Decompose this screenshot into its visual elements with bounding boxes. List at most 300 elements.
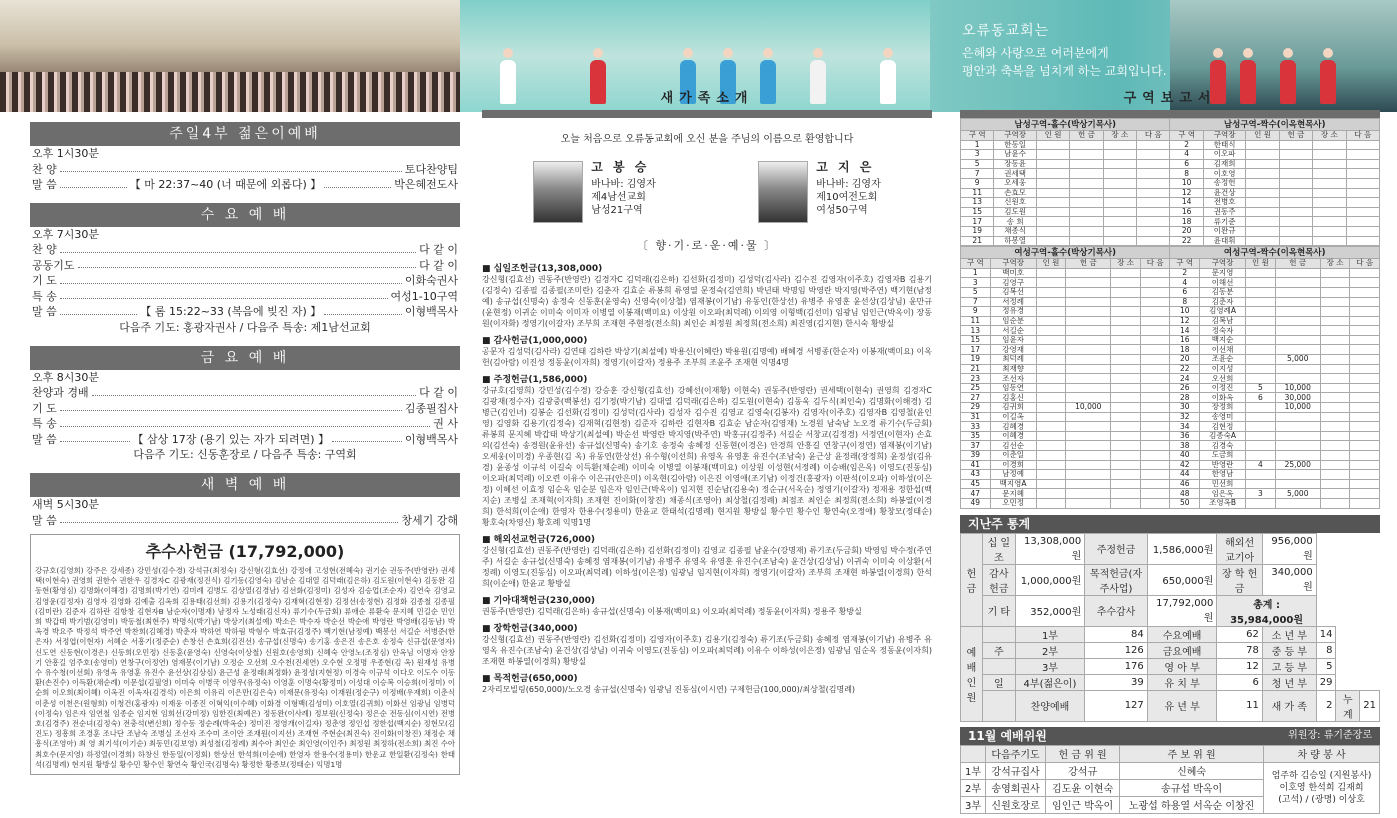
offering-title: ■ 감사헌금(1,000,000) <box>482 336 588 346</box>
newfamily-column <box>482 118 932 818</box>
cell: 18 <box>1170 217 1203 227</box>
cell <box>1036 226 1069 236</box>
newfamily-title: 새가족소개 <box>660 91 754 106</box>
cell: 44 <box>1170 470 1200 480</box>
cell <box>1320 345 1350 355</box>
attendance-row <box>961 658 1380 674</box>
table-row <box>961 287 1380 297</box>
cell: 김복남 <box>1200 316 1246 326</box>
cell <box>1111 345 1141 355</box>
cell: 36 <box>1170 431 1200 441</box>
cell <box>1036 451 1066 461</box>
cell <box>1350 422 1380 432</box>
car-line: 이호영 한석희 김재희 <box>1279 782 1364 793</box>
district-group-title: 여성구역-홀수(박상기목사) <box>961 247 1170 259</box>
cell <box>1350 326 1380 336</box>
dot-leader <box>60 401 402 412</box>
cell <box>1346 178 1379 188</box>
cell <box>1036 159 1069 169</box>
cell <box>1066 460 1111 470</box>
cell: 5,000 <box>1275 355 1320 365</box>
cell: 류기준 <box>1203 217 1246 227</box>
cell <box>1103 169 1136 179</box>
dot-leader <box>60 304 138 315</box>
thanks-offering-title: 추수사헌금 (17,792,000) <box>145 542 345 561</box>
cell <box>1346 198 1379 208</box>
cell <box>1140 326 1170 336</box>
leader-name: 여성1-10구역 <box>390 289 458 303</box>
worship-cell: 1부 <box>961 762 986 779</box>
cell <box>1246 335 1276 345</box>
cell <box>1246 278 1276 288</box>
cell <box>1320 316 1350 326</box>
role-label: 특 송 <box>32 417 57 430</box>
cell: 임동연 <box>990 383 1036 393</box>
cell <box>1066 412 1111 422</box>
stats-cell: 추수감사 <box>1085 595 1148 626</box>
cell <box>1066 297 1111 307</box>
cell <box>1036 498 1066 508</box>
cell <box>1111 498 1141 508</box>
schedule-row <box>30 289 460 305</box>
cell <box>1350 297 1380 307</box>
cell: 26 <box>1170 383 1200 393</box>
cell: 20 <box>1170 226 1203 236</box>
cell: 15 <box>961 207 994 217</box>
leader-name: 창세기 강해 <box>401 513 458 527</box>
district-table <box>960 118 1380 246</box>
worship-cell: 김도윤 이현숙 <box>1046 779 1120 796</box>
attendance-cell: 8 <box>1316 642 1336 658</box>
cell: 조선자 <box>990 374 1036 384</box>
cell <box>1140 374 1170 384</box>
cell: 9 <box>961 307 991 317</box>
cell <box>1275 451 1320 461</box>
cell <box>1246 307 1276 317</box>
role-label: 기 도 <box>32 274 57 287</box>
offering-names: 2자리모빌링(650,000)/노오경 송규섭(신명숙) 임광님 진동심(이시연) 구제헌금(100,000)/최상철(김명례) <box>482 685 856 694</box>
cell <box>1320 297 1350 307</box>
cell <box>1036 287 1066 297</box>
cell: 30,000 <box>1275 393 1320 403</box>
attendance-cell: 유 년 부 <box>1147 690 1217 721</box>
cell <box>1246 345 1276 355</box>
cell: 서길순 <box>990 326 1036 336</box>
stats-cell: 목적헌금(자주사업) <box>1085 564 1148 595</box>
cell <box>1246 374 1276 384</box>
cell: 이정진 <box>1200 383 1246 393</box>
offering-names: 강신형(김효선) 권동주(반영란) 김선화(김정미) 김영자(이주호) 김용기(김정숙) 류기조(두금회) 송혜정 염재봉(이기남) 유병주 유영옥 유진수(조남숙) 윤건상(김상님) 이귀숙 이영도(진동심) 이오파(최덕례) 이유수 이하성(이은정) 임광님 임순옥 정동윤(이자희) 조재현 하봉열(이경희) 황방실 <box>482 635 932 666</box>
cell <box>1066 479 1111 489</box>
table-row <box>961 278 1380 288</box>
cell: 5 <box>1246 383 1276 393</box>
cell: 이지성 <box>1200 364 1246 374</box>
cell: 3 <box>1246 489 1276 499</box>
dot-leader <box>60 273 402 284</box>
cell <box>1350 287 1380 297</box>
cell: 21 <box>961 364 991 374</box>
cell <box>1066 355 1111 365</box>
total-offering: 총계 : 35,984,000원 <box>1217 595 1316 626</box>
cell <box>1036 188 1069 198</box>
stats-cell: 1,000,000원 <box>1015 564 1085 595</box>
offering-names: 강규호(김영희) 강민성(김수경) 강승훈 강신형(김효선) 강혜선(이재황) 이현숙) 권동주(반영란) 권세택(이현숙) 권영희 김경자C 김광재(정수자) 김광중(백봉선) 김기정(박기남) 김대열 김덕래(김은하) 김도원(이현숙) 김동욱 김두식(최인숙) 김명화(이해경) 김병근(김인녀) 김봉순 김선화(김정미) 김성덕(김사라) 김성자 김수진 김영교 김영숙(김봉자) 김영자(이주호) 김영자B 김영철(윤인영) 김영화 김용기(김정숙) 김재혁(김현정) 김준자 김하란 김현자B 김효순 남순자(김영재) 노경원 남숙남 노오경 류기수(두금회) 류봉희 문지혜 박갑태 박상기(최설예) 박순선 박영란 박지영(박주연) 박홍규(김정주) 서길순 서창교(김정경) 서정연(이현자) 손효의(김선숙) 송경원(윤유선) 송규섭(신명숙) 송기호 송정숙 송혜정 신동현(이경은) 안경희 안흥길 연창구(이정연) 염재봉(이기남) 오세웅(이미경) 우종현(김 옥) 유동연(한상선) 유수형(이선희) 유영옥 유영훈 유진수(조남숙) 윤근상 윤정래(장정희) 윤정성(김유경) 윤종성 이규석 이길숙 이득환(채순례) 이미숙 이병열 이봉재(백미요) 이상원 이성현(서정례) 이승배(임은옥) 이영도(진동심) 이오파(최덕례) 이오련 이유수 이은규(안은미) 이옥현(김아람) 이은진 이영애(조기남) 이정건(홍광자) 이판석(이오파) 이하성(이은정) 이혜선 이효정 임순옥 임순분 임은자 임인근(박옥이) 임지현 진순남(김용숙) 정순규(서옥순) 정영기(이갈자) 정재용 정한섭(백지순) 조병실 조재혁(이자희) 조재현 진이화(이창진) 채종식(조영아) 최상철(김정례) 최점조 최인순 최정희(전소희) 하봉열(이경희) 한석희(이순애) 한영자 한용수(정용미) 한윤교 한태석(김명례) 현지원 황방실 황수민 황수인 황연숙(오정애) 황창모(정태순) 황호숙(차영신) 황호례 익명1명 <box>482 386 932 527</box>
cell: 오세웅 <box>994 178 1037 188</box>
cell <box>1111 393 1141 403</box>
cell: 김혜경 <box>990 422 1036 432</box>
cell <box>1275 374 1320 384</box>
cell: 22 <box>1170 364 1200 374</box>
cell <box>1066 383 1111 393</box>
cell <box>1320 412 1350 422</box>
attendance-cell: 3부 <box>1015 658 1085 674</box>
dot-leader <box>60 432 130 443</box>
cell: 3 <box>961 150 994 160</box>
offering-names: 강신형(김효선) 권동주(반영란) 김덕래(김은하) 김선화(김정미) 김영교 김종필 남윤수(강명재) 류기조(두금회) 박영임 박수정(주연주) 서길순 송규섭(신명숙) 송혜정 염재봉(이기남) 유병주 유영옥 유영훈 유진수(조남숙) 윤건상(김상님) 이귀숙 이미숙 이상환(서정례) 이영도(진동심) 이오파(최덕례) 이하성(이은정) 임광님 임지현(이자희) 정영기(이갈자) 조부희 조재현 하봉열(이경희) 한석희(이순애) 한윤교 황방실 <box>482 546 932 588</box>
cell: 윤대휘 <box>1203 236 1246 246</box>
column-header: 인 원 <box>1246 131 1279 141</box>
member-photo <box>533 161 583 223</box>
cell: 김동분 <box>1200 287 1246 297</box>
attendance-cell: 수요예배 <box>1147 626 1217 642</box>
cell: 6 <box>1246 393 1276 403</box>
fri-note: 다음주 기도: 신동훈장로 / 다음주 특송: 구역회 <box>133 448 357 461</box>
dot-leader <box>332 432 402 443</box>
schedule-row <box>30 162 460 178</box>
cell <box>1320 460 1350 470</box>
column-header: 장 소 <box>1313 131 1346 141</box>
cell <box>1313 188 1346 198</box>
schedule-row <box>30 273 460 289</box>
district-group-title: 남성구역-짝수(이옥현목사) <box>1170 119 1380 131</box>
offering-title: ■ 장학헌금(340,000) <box>482 624 578 634</box>
cell <box>1275 278 1320 288</box>
cell: 8 <box>1170 297 1200 307</box>
attendance-row <box>961 642 1380 658</box>
cell <box>1140 431 1170 441</box>
cell: 42 <box>1170 460 1200 470</box>
cell <box>1246 217 1279 227</box>
table-row <box>961 422 1380 432</box>
stats-cell: 352,000원 <box>1015 595 1085 626</box>
cell <box>1350 278 1380 288</box>
cell <box>1111 268 1141 278</box>
cell <box>1103 150 1136 160</box>
cell <box>1246 422 1276 432</box>
cell: 16 <box>1170 335 1200 345</box>
cell: 11 <box>961 188 994 198</box>
cell: 40 <box>1170 451 1200 461</box>
cell: 3 <box>961 278 991 288</box>
cell <box>1350 451 1380 461</box>
cell: 10 <box>1170 178 1203 188</box>
cell <box>1036 326 1066 336</box>
cell <box>1137 226 1170 236</box>
table-row <box>961 178 1380 188</box>
leader-name: 권 사 <box>433 417 458 430</box>
column-header: 인 원 <box>1246 259 1276 269</box>
cell <box>1036 412 1066 422</box>
label-line: 예배 <box>966 647 977 674</box>
stats-cell: 340,000원 <box>1262 564 1316 595</box>
column-header: 헌 금 <box>1070 131 1103 141</box>
attendance-cell: 126 <box>1085 642 1148 658</box>
cell <box>1103 217 1136 227</box>
cell: 24 <box>1170 374 1200 384</box>
attendance-cell: 29 <box>1316 674 1336 690</box>
cell <box>1140 355 1170 365</box>
cell: 12 <box>1170 316 1200 326</box>
dot-leader <box>60 242 416 253</box>
cell: 35 <box>961 431 991 441</box>
cell <box>1140 479 1170 489</box>
cell <box>1246 412 1276 422</box>
cell: 장정희 <box>1200 403 1246 413</box>
attendance-cell: 고 등 부 <box>1262 658 1316 674</box>
label-line: 인원 <box>966 677 977 704</box>
cell <box>1066 287 1111 297</box>
offering-names: 공문자 김성덕(김사라) 김연태 김하란 박상기(최설예) 박용신(이혜란) 박용원(김명예) 배혜경 서병종(한순자) 이봉재(백미요) 이옥헌(김아람) 이진성 정동윤(이자희) 정영기(이갈자) 정용주 조부희 조윤주 조재현 익명4명 <box>482 347 932 367</box>
cell <box>1320 422 1350 432</box>
member-info <box>591 161 656 223</box>
cell <box>1246 297 1276 307</box>
attendance-cell: 영 아 부 <box>1147 658 1217 674</box>
cell <box>1036 178 1069 188</box>
cell: 1 <box>961 140 994 150</box>
cell <box>1066 441 1111 451</box>
cell <box>1066 470 1111 480</box>
cell <box>1246 178 1279 188</box>
member-district: 여성50구역 <box>816 205 868 216</box>
cell <box>1066 393 1111 403</box>
member-name: 고 지 은 <box>816 160 875 174</box>
dot-leader <box>324 177 391 188</box>
member-group: 제4남선교회 <box>591 192 646 203</box>
cell: 윤건상 <box>1203 188 1246 198</box>
member-photo <box>758 161 808 223</box>
stats-cell: 956,000원 <box>1262 533 1316 564</box>
cell <box>1279 188 1312 198</box>
attendance-cell: 금요예배 <box>1147 642 1217 658</box>
leader-name: 이화숙권사 <box>404 274 458 287</box>
worship-header <box>961 745 1380 762</box>
cell: 김재희 <box>1203 159 1246 169</box>
cell: 13 <box>961 326 991 336</box>
attendance-cell: 중 등 부 <box>1262 642 1316 658</box>
cell: 권세택 <box>994 169 1037 179</box>
cell: 정숙자 <box>1200 326 1246 336</box>
worship-cell: 송영회권사 <box>986 779 1046 796</box>
cell <box>1246 169 1279 179</box>
banner-line2: 평안과 축복을 넘치게 하는 교회입니다. <box>962 64 1167 78</box>
column-header: 구역장 <box>990 259 1036 269</box>
cell <box>1313 226 1346 236</box>
cell: 김귀희 <box>990 403 1036 413</box>
cell <box>1066 451 1111 461</box>
cell <box>1275 470 1320 480</box>
cell: 남윤수 <box>994 150 1037 160</box>
column-header: 장 소 <box>1103 131 1136 141</box>
cell <box>1313 236 1346 246</box>
table-row <box>961 335 1380 345</box>
side-label <box>983 690 1016 721</box>
cell <box>1275 268 1320 278</box>
attendance-cell: 2 <box>1316 690 1336 721</box>
column-header: 구 역 <box>961 131 994 141</box>
dot-leader <box>60 416 431 427</box>
cell <box>1066 364 1111 374</box>
cell <box>1140 470 1170 480</box>
cell <box>1350 460 1380 470</box>
cell <box>1279 236 1312 246</box>
cell <box>1070 169 1103 179</box>
offering-title: ■ 해외선교헌금(726,000) <box>482 535 596 545</box>
cell <box>1137 169 1170 179</box>
cell <box>1036 198 1069 208</box>
cell <box>1246 188 1279 198</box>
schedule-row <box>30 177 460 193</box>
cell <box>1137 188 1170 198</box>
table-row <box>961 236 1380 246</box>
cell: 4 <box>1170 278 1200 288</box>
cell <box>1246 198 1279 208</box>
cell <box>1140 441 1170 451</box>
cell <box>1246 441 1276 451</box>
cell <box>1275 422 1320 432</box>
side-label <box>983 658 1016 674</box>
worship-cell: 강석규 <box>1046 762 1120 779</box>
cell: 김선순 <box>990 441 1036 451</box>
cell: 33 <box>961 422 991 432</box>
banner-text <box>962 22 1167 80</box>
cell <box>1103 207 1136 217</box>
worship-cell: 강석규집사 <box>986 762 1046 779</box>
cell <box>1070 198 1103 208</box>
column-header: 인 원 <box>1036 131 1069 141</box>
cell <box>1036 140 1069 150</box>
schedule-row <box>30 242 460 258</box>
cell: 5 <box>961 159 994 169</box>
cell: 신원호 <box>994 198 1037 208</box>
cell <box>1350 412 1380 422</box>
cell: 한영남 <box>1200 470 1246 480</box>
worship-cell: 2부 <box>961 779 986 796</box>
cell <box>1350 393 1380 403</box>
cell <box>1140 345 1170 355</box>
cell: 김경숙 <box>1200 441 1246 451</box>
worship-cell: 노광섭 하용열 서옥순 이창진 <box>1120 796 1264 813</box>
cell: 하봉열 <box>994 236 1037 246</box>
table-row <box>961 307 1380 317</box>
section-youth-title: 주일4부 젊은이예배 <box>30 122 460 146</box>
cell: 14 <box>1170 198 1203 208</box>
section-fri-title: 금 요 예 배 <box>30 346 460 370</box>
cell <box>1036 307 1066 317</box>
column-header: 헌 금 <box>1066 259 1111 269</box>
cell <box>1103 198 1136 208</box>
column-header: 장 소 <box>1111 259 1141 269</box>
wed-note: 다음주 기도: 홍광자권사 / 다음주 특송: 제1남선교회 <box>119 320 371 334</box>
cell <box>1320 498 1350 508</box>
cell: 채종식 <box>994 226 1037 236</box>
column-header: 헌 금 <box>1275 259 1320 269</box>
offering-label: 헌금 <box>961 533 983 626</box>
cell <box>1346 236 1379 246</box>
cell <box>1350 431 1380 441</box>
banner-line1: 은혜와 사랑으로 여러분에게 <box>962 46 1109 60</box>
cell <box>1137 207 1170 217</box>
cell <box>1246 316 1276 326</box>
member-barnabas: 바나바: 김영자 <box>816 179 881 190</box>
cell <box>1246 207 1279 217</box>
cell <box>1140 383 1170 393</box>
cell <box>1350 374 1380 384</box>
cell <box>1140 335 1170 345</box>
cell: 이화옥 <box>1200 393 1246 403</box>
column-header: 헌 금 <box>1279 131 1312 141</box>
corner <box>961 745 986 762</box>
cell <box>1036 150 1069 160</box>
cell <box>1350 364 1380 374</box>
scripture: 【 롬 15:22~33 (복음에 빚진 자) 】 <box>140 305 322 318</box>
cell <box>1070 207 1103 217</box>
cell <box>1103 140 1136 150</box>
cell <box>1111 431 1141 441</box>
column-header: 인 원 <box>1036 259 1066 269</box>
cell: 27 <box>961 393 991 403</box>
worship-col-header: 차 량 봉 사 <box>1264 745 1380 762</box>
cell: 20 <box>1170 355 1200 365</box>
cell <box>1066 374 1111 384</box>
cell <box>1111 326 1141 336</box>
schedule-row <box>30 513 460 529</box>
attendance-row <box>961 674 1380 690</box>
offering-title: ■ 목적헌금(650,000) <box>482 674 578 684</box>
welcome-text: 오늘 처음으로 오류동교회에 오신 분을 주님의 이름으로 환영합니다 <box>560 134 854 145</box>
cell <box>1246 140 1279 150</box>
attendance-label <box>961 626 983 721</box>
stats-row <box>961 533 1380 564</box>
service-time: 오후 7시30분 <box>32 227 99 241</box>
stats-cell: 해외선교기아 <box>1217 533 1263 564</box>
side-label: 주 <box>983 642 1016 658</box>
cell: 10 <box>1170 307 1200 317</box>
cell: 4 <box>1246 460 1276 470</box>
cell: 41 <box>961 460 991 470</box>
cell <box>1137 150 1170 160</box>
cell <box>1320 470 1350 480</box>
cell: 13 <box>961 198 994 208</box>
dot-leader <box>60 162 402 173</box>
cell <box>1111 307 1141 317</box>
attendance-cell: 84 <box>1085 626 1148 642</box>
cell <box>1275 431 1320 441</box>
cell: 2 <box>1170 268 1200 278</box>
cell <box>1350 498 1380 508</box>
role-label: 말 씀 <box>32 305 57 318</box>
cell <box>1111 470 1141 480</box>
stats-cell: 650,000원 <box>1147 564 1217 595</box>
worship-cell: 송규섭 박옥이 <box>1120 779 1264 796</box>
cell <box>1036 431 1066 441</box>
worship-col-header: 다음주기도 <box>986 745 1046 762</box>
cell <box>1103 178 1136 188</box>
cell <box>1036 364 1066 374</box>
cell <box>1275 441 1320 451</box>
table-row <box>961 412 1380 422</box>
cell: 한동일 <box>994 140 1037 150</box>
leader-name: 다 같 이 <box>419 386 458 399</box>
